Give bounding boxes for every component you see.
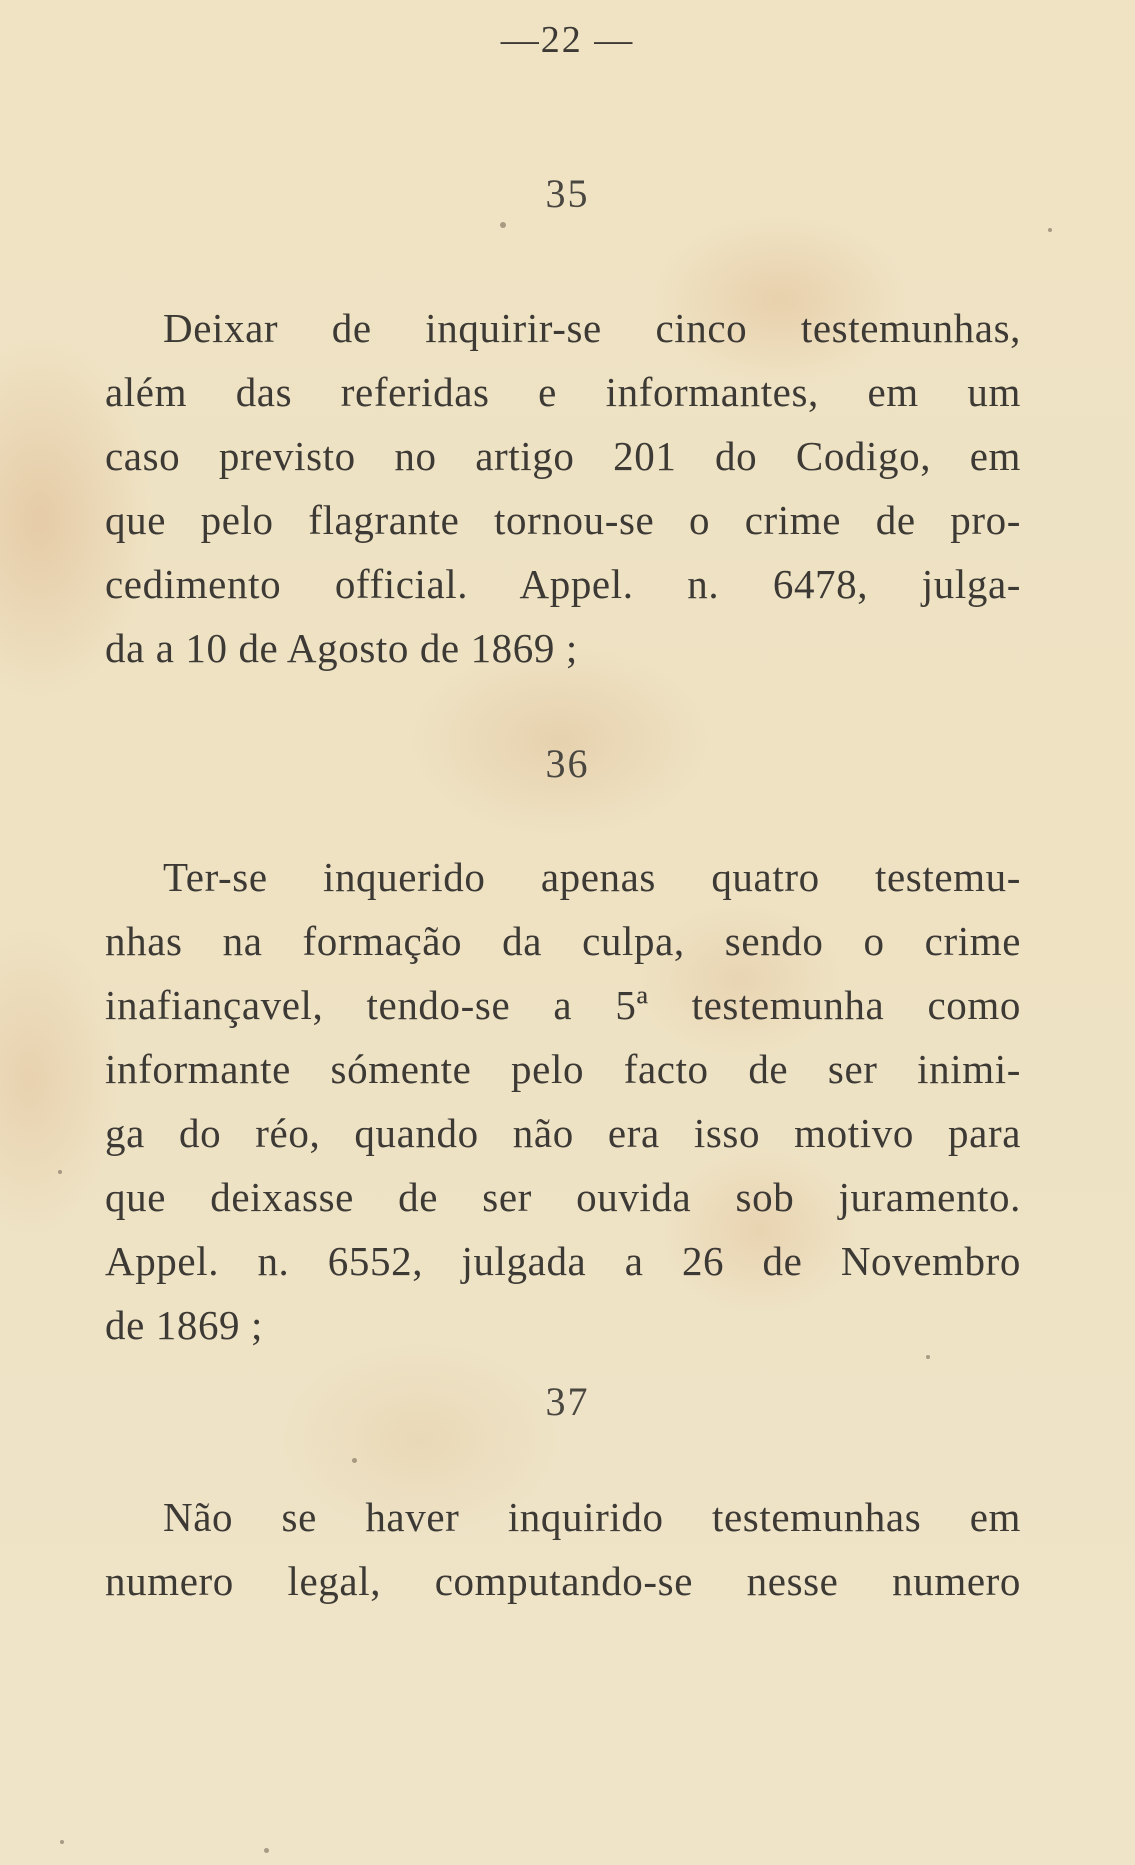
paper-speck — [264, 1848, 269, 1853]
paper-speck — [500, 222, 506, 228]
text-line: caso previsto no artigo 201 do Codigo, em — [105, 433, 1021, 479]
text-line: nhas na formação da culpa, sendo o crime — [105, 918, 1021, 964]
section-35-paragraph — [105, 296, 1021, 680]
page-number-header: —22 — — [500, 19, 635, 61]
paper-speck — [352, 1458, 357, 1463]
text-line: além das referidas e informantes, em um — [105, 369, 1021, 415]
section-number-35: 35 — [545, 171, 590, 216]
text-line: informante sómente pelo facto de ser inimi- — [105, 1046, 1021, 1092]
text-line: Appel. n. 6552, julgada a 26 de Novembro — [105, 1238, 1021, 1284]
paper-speck — [60, 1840, 64, 1844]
text-line: que deixasse de ser ouvida sob juramento. — [105, 1174, 1021, 1220]
paper-speck — [926, 1355, 930, 1359]
section-number-36: 36 — [545, 741, 590, 786]
text-line: da a 10 de Agosto de 1869 ; — [105, 625, 578, 671]
section-37-paragraph — [105, 1485, 1021, 1613]
section-36-paragraph — [105, 845, 1021, 1357]
text-line: cedimento official. Appel. n. 6478, julga- — [105, 561, 1021, 607]
text-line: de 1869 ; — [105, 1302, 263, 1348]
text-line: Deixar de inquirir-se cinco testemunhas, — [163, 305, 1021, 351]
text-line: inafiançavel, tendo-se a 5ª testemunha como — [105, 982, 1021, 1028]
text-line: ga do réo, quando não era isso motivo para — [105, 1110, 1021, 1156]
paper-speck — [58, 1170, 62, 1174]
text-line: numero legal, computando-se nesse numero — [105, 1558, 1021, 1604]
paper-speck — [1048, 228, 1052, 232]
text-line: Não se haver inquirido testemunhas em — [163, 1494, 1021, 1540]
text-line: que pelo flagrante tornou-se o crime de pro- — [105, 497, 1021, 543]
text-line: Ter-se inquerido apenas quatro testemu- — [163, 854, 1021, 900]
section-number-37: 37 — [545, 1379, 590, 1424]
